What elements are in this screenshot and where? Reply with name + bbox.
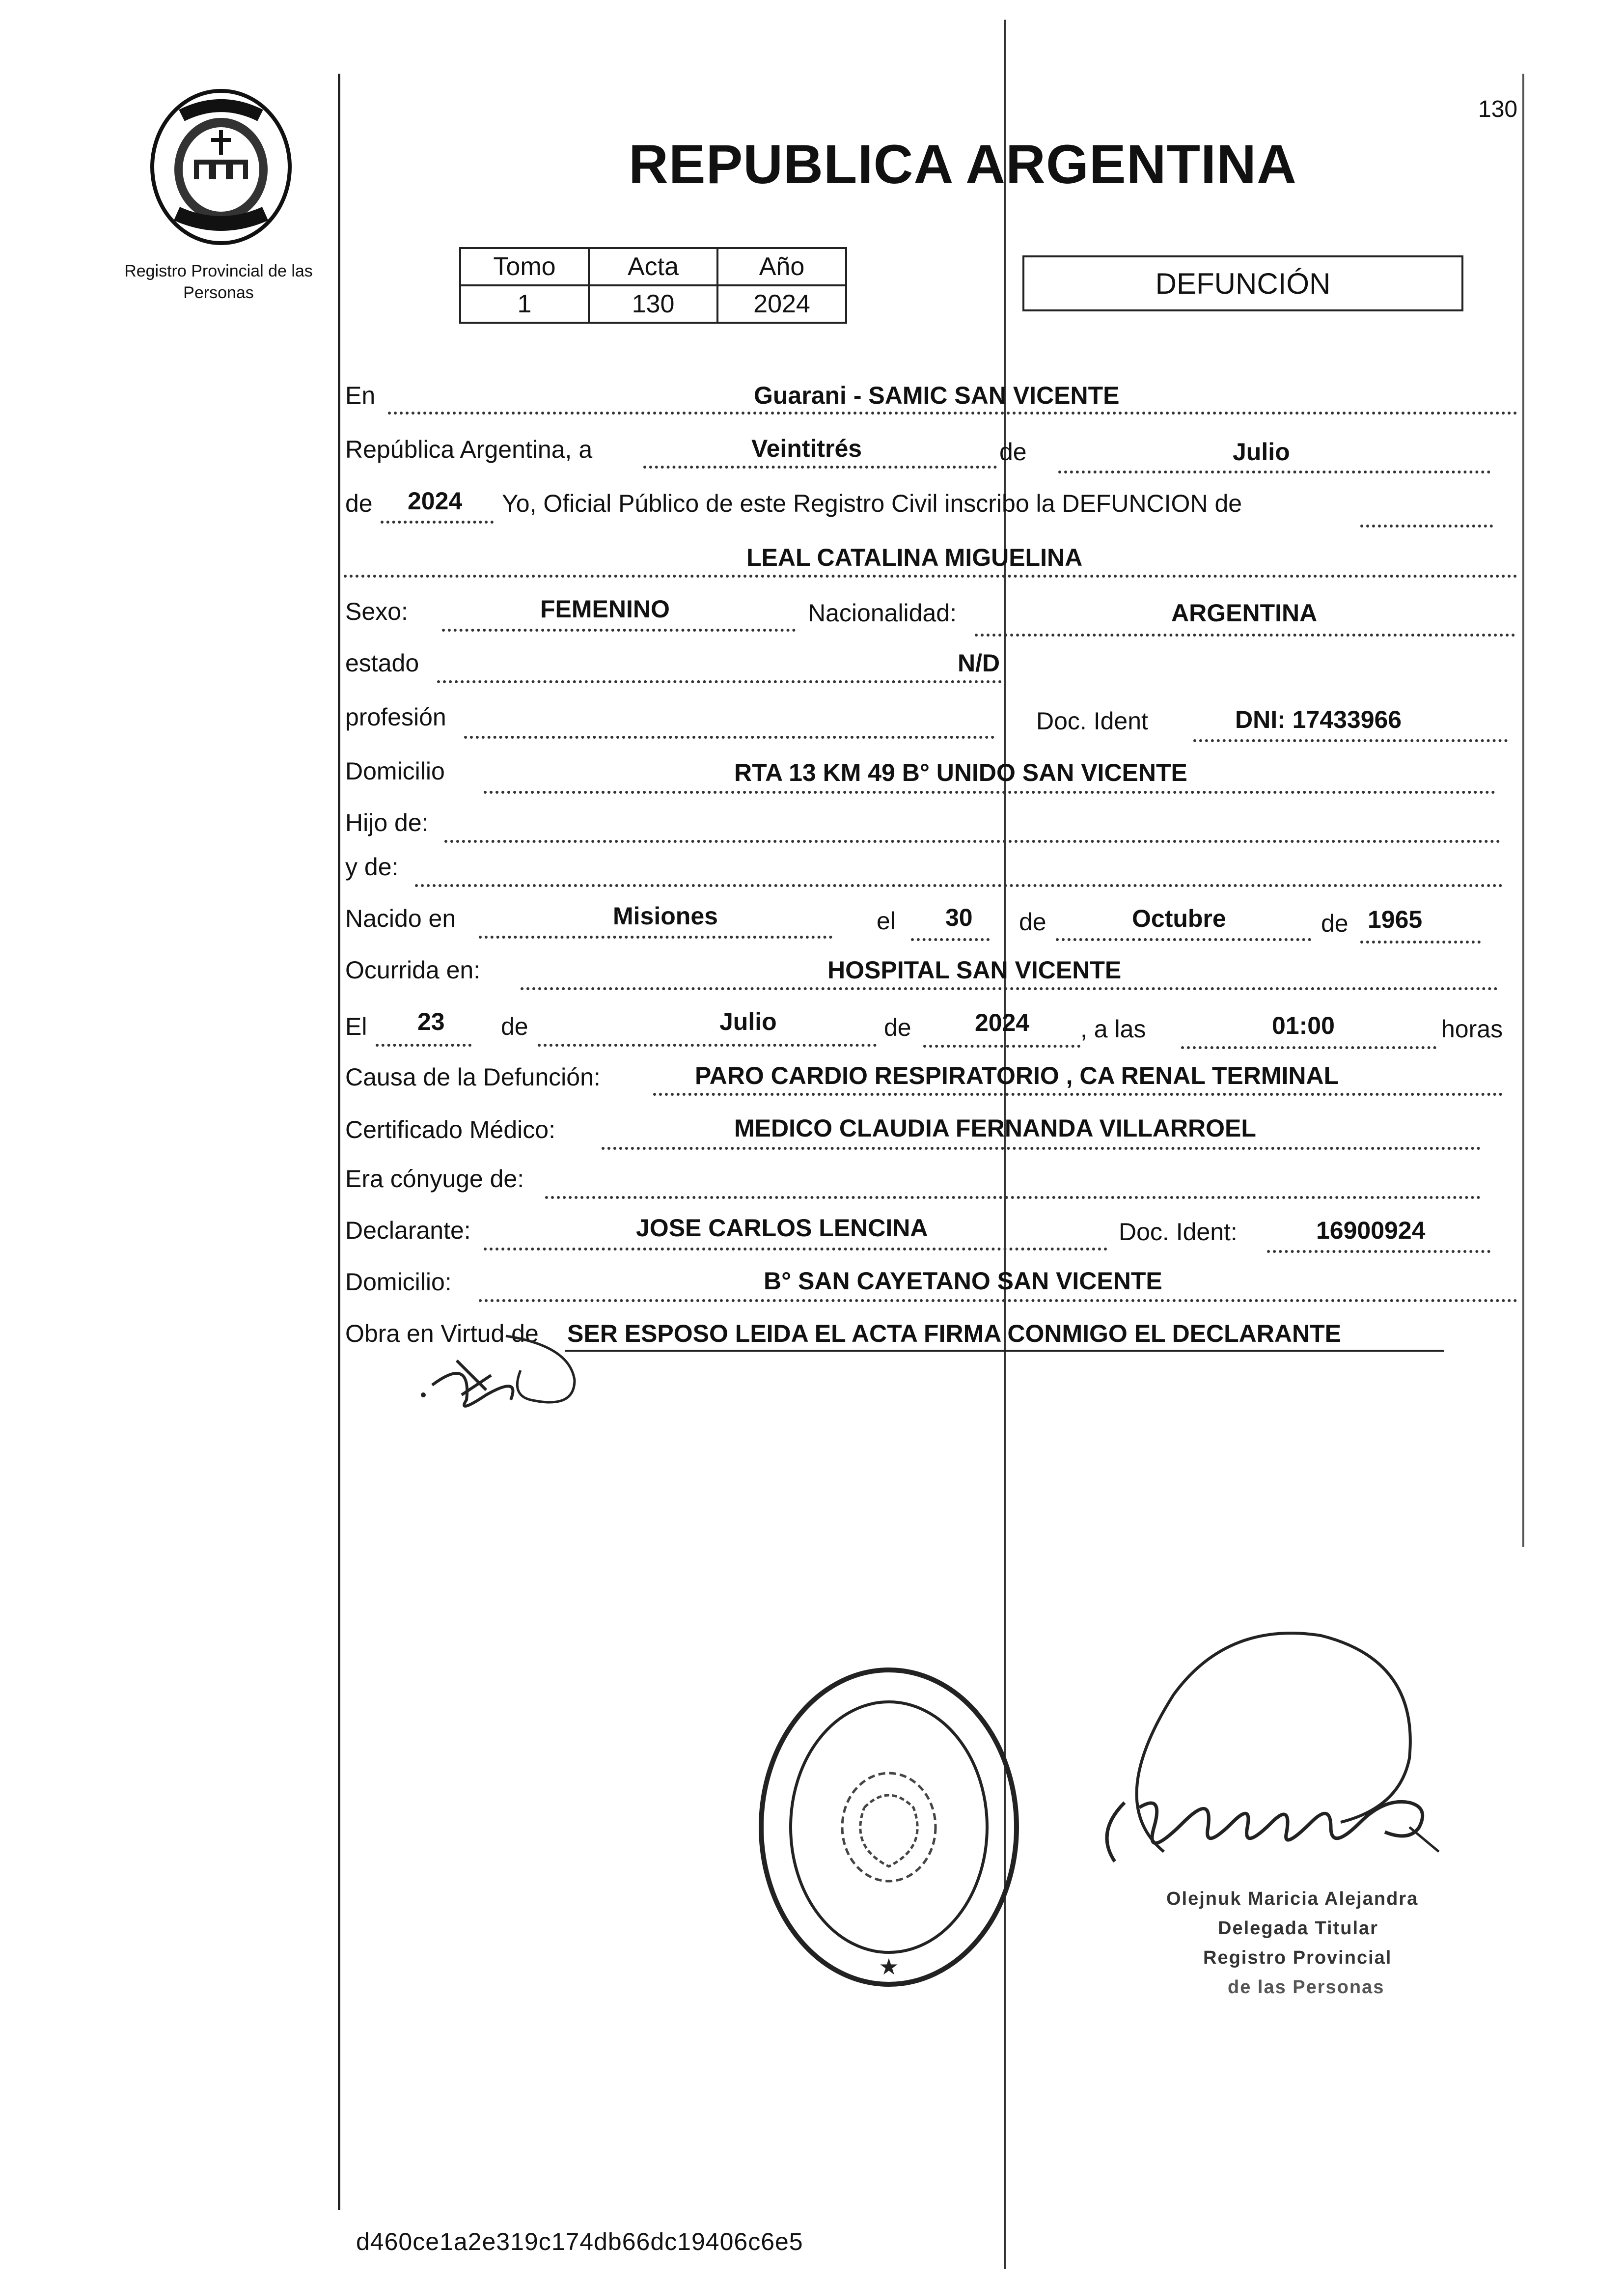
- yde-dots: [415, 884, 1503, 887]
- de-label-2: de: [345, 490, 373, 517]
- conyuge-label: Era cónyuge de:: [345, 1165, 524, 1193]
- domicilio-value: RTA 13 KM 49 B° UNIDO SAN VICENTE: [734, 759, 1187, 786]
- en-value: Guarani - SAMIC SAN VICENTE: [754, 382, 1120, 409]
- sexo-label: Sexo:: [345, 598, 408, 625]
- profesion-label: profesión: [345, 703, 446, 731]
- dia-value: Veintitrés: [751, 435, 862, 462]
- republica-label: República Argentina, a: [345, 436, 593, 463]
- def-anio-dots: [923, 1045, 1080, 1048]
- obra-underline: [565, 1350, 1444, 1352]
- de-label-6: de: [884, 1014, 911, 1041]
- hijo-dots: [444, 840, 1500, 843]
- estado-label: estado: [345, 649, 419, 677]
- decl-dom-label: Domicilio:: [345, 1268, 452, 1296]
- decl-doc-value: 16900924: [1316, 1217, 1426, 1244]
- nacido-label: Nacido en: [345, 905, 456, 932]
- obra-label: Obra en Virtud de: [345, 1320, 539, 1347]
- nac-dia-dots: [911, 938, 990, 941]
- declarante-label: Declarante:: [345, 1217, 471, 1244]
- ocurrida-label: Ocurrida en:: [345, 956, 481, 984]
- nacionalidad-label: Nacionalidad:: [808, 599, 957, 627]
- domicilio-dots: [484, 791, 1495, 794]
- document-title: REPUBLICA ARGENTINA: [629, 134, 1297, 195]
- sexo-dots: [442, 629, 796, 632]
- yde-label: y de:: [345, 853, 399, 881]
- acta-header: Acta: [589, 248, 717, 285]
- decl-dom-value: B° SAN CAYETANO SAN VICENTE: [764, 1267, 1162, 1295]
- horas-label: horas: [1441, 1015, 1503, 1043]
- nacionalidad-value: ARGENTINA: [1171, 599, 1318, 627]
- acta-reference-table: [459, 247, 847, 324]
- nombre-dots: [344, 575, 1517, 578]
- estado-value: N/D: [958, 649, 1000, 677]
- declarant-signature: [413, 1326, 589, 1419]
- right-margin-rule: [1522, 74, 1524, 1547]
- def-mes-value: Julio: [719, 1008, 777, 1035]
- causa-dots: [653, 1093, 1503, 1096]
- page-number: 130: [1478, 96, 1518, 122]
- dia-dots: [643, 466, 997, 469]
- nac-dia-value: 30: [945, 904, 973, 931]
- oficial-dots: [1360, 525, 1493, 528]
- estado-dots: [437, 680, 1002, 683]
- en-dots: [388, 412, 1517, 415]
- signatory-office: Registro Provincial: [1203, 1947, 1392, 1968]
- registro-provincial-label: Registro Provincial de las Personas: [124, 262, 313, 302]
- decl-dom-dots: [479, 1299, 1517, 1302]
- obra-value: SER ESPOSO LEIDA EL ACTA FIRMA CONMIGO EL DECLARANTE: [567, 1320, 1342, 1347]
- acta-value: 130: [589, 285, 717, 323]
- document-type-box: DEFUNCIÓN: [1022, 255, 1463, 311]
- en-label: En: [345, 382, 376, 409]
- doc-ident-value: DNI: 17433966: [1235, 706, 1402, 733]
- nac-mes-value: Octubre: [1132, 905, 1226, 932]
- signatory-title: Delegada Titular: [1218, 1918, 1378, 1939]
- causa-label: Causa de la Defunción:: [345, 1063, 601, 1091]
- sexo-value: FEMENINO: [540, 595, 670, 623]
- def-anio-value: 2024: [975, 1009, 1030, 1036]
- oficial-text: Yo, Oficial Público de este Registro Civil inscribo la DEFUNCION de: [502, 490, 1242, 517]
- mes-dots: [1058, 471, 1490, 473]
- certificado-dots: [602, 1147, 1481, 1150]
- de-label-4: de: [1321, 910, 1349, 937]
- causa-value: PARO CARDIO RESPIRATORIO , CA RENAL TERMINAL: [695, 1062, 1339, 1089]
- hijo-label: Hijo de:: [345, 809, 429, 836]
- de-label-1: de: [999, 438, 1027, 466]
- anio-value: 2024: [717, 285, 846, 323]
- signatory-name: Olejnuk Maricia Alejandra: [1166, 1889, 1419, 1909]
- signatory-office-2: de las Personas: [1228, 1977, 1385, 1998]
- profesion-dots: [464, 736, 994, 739]
- nacionalidad-dots: [975, 634, 1515, 637]
- El-label: El: [345, 1013, 367, 1040]
- nac-anio-value: 1965: [1368, 906, 1423, 933]
- ocurrida-dots: [521, 987, 1498, 990]
- alas-label: , a las: [1080, 1015, 1146, 1043]
- def-dia-value: 23: [417, 1008, 445, 1035]
- doc-ident-dots: [1193, 739, 1508, 742]
- svg-text:★: ★: [879, 1954, 899, 1979]
- provincia-misiones-seal: [147, 86, 295, 248]
- conyuge-dots: [545, 1196, 1481, 1199]
- nacido-dots: [479, 936, 832, 939]
- de-label-3: de: [1019, 908, 1046, 936]
- de-label-5: de: [501, 1013, 528, 1040]
- certificado-value: MEDICO CLAUDIA FERNANDA VILLARROEL: [734, 1114, 1256, 1142]
- declarante-dots: [484, 1248, 1107, 1251]
- hora-value: 01:00: [1272, 1012, 1335, 1039]
- def-dia-dots: [376, 1044, 471, 1047]
- el-label: el: [877, 907, 896, 935]
- declarante-value: JOSE CARLOS LENCINA: [636, 1214, 928, 1242]
- official-signature: [1066, 1596, 1508, 1911]
- decl-doc-dots: [1267, 1250, 1490, 1253]
- hora-dots: [1181, 1046, 1436, 1049]
- domicilio-label: Domicilio: [345, 757, 445, 785]
- anio-dots: [381, 521, 494, 524]
- nombre-value: LEAL CATALINA MIGUELINA: [746, 544, 1083, 571]
- anio-header: Año: [717, 248, 846, 285]
- document-hash: d460ce1a2e319c174db66dc19406c6e5: [356, 2228, 803, 2255]
- doc-ident-label: Doc. Ident: [1036, 707, 1148, 735]
- nac-mes-dots: [1056, 938, 1311, 941]
- def-mes-dots: [538, 1044, 877, 1047]
- tomo-header: Tomo: [460, 248, 589, 285]
- mes-value: Julio: [1233, 438, 1290, 466]
- anio-registro-value: 2024: [408, 487, 463, 515]
- registry-stamp: [751, 1660, 1026, 1994]
- decl-doc-label: Doc. Ident:: [1119, 1218, 1238, 1246]
- nacido-value: Misiones: [613, 902, 718, 930]
- ocurrida-value: HOSPITAL SAN VICENTE: [827, 956, 1122, 984]
- tomo-value: 1: [460, 285, 589, 323]
- left-margin-rule: [338, 74, 340, 2210]
- nac-anio-dots: [1360, 941, 1481, 944]
- certificado-label: Certificado Médico:: [345, 1116, 555, 1143]
